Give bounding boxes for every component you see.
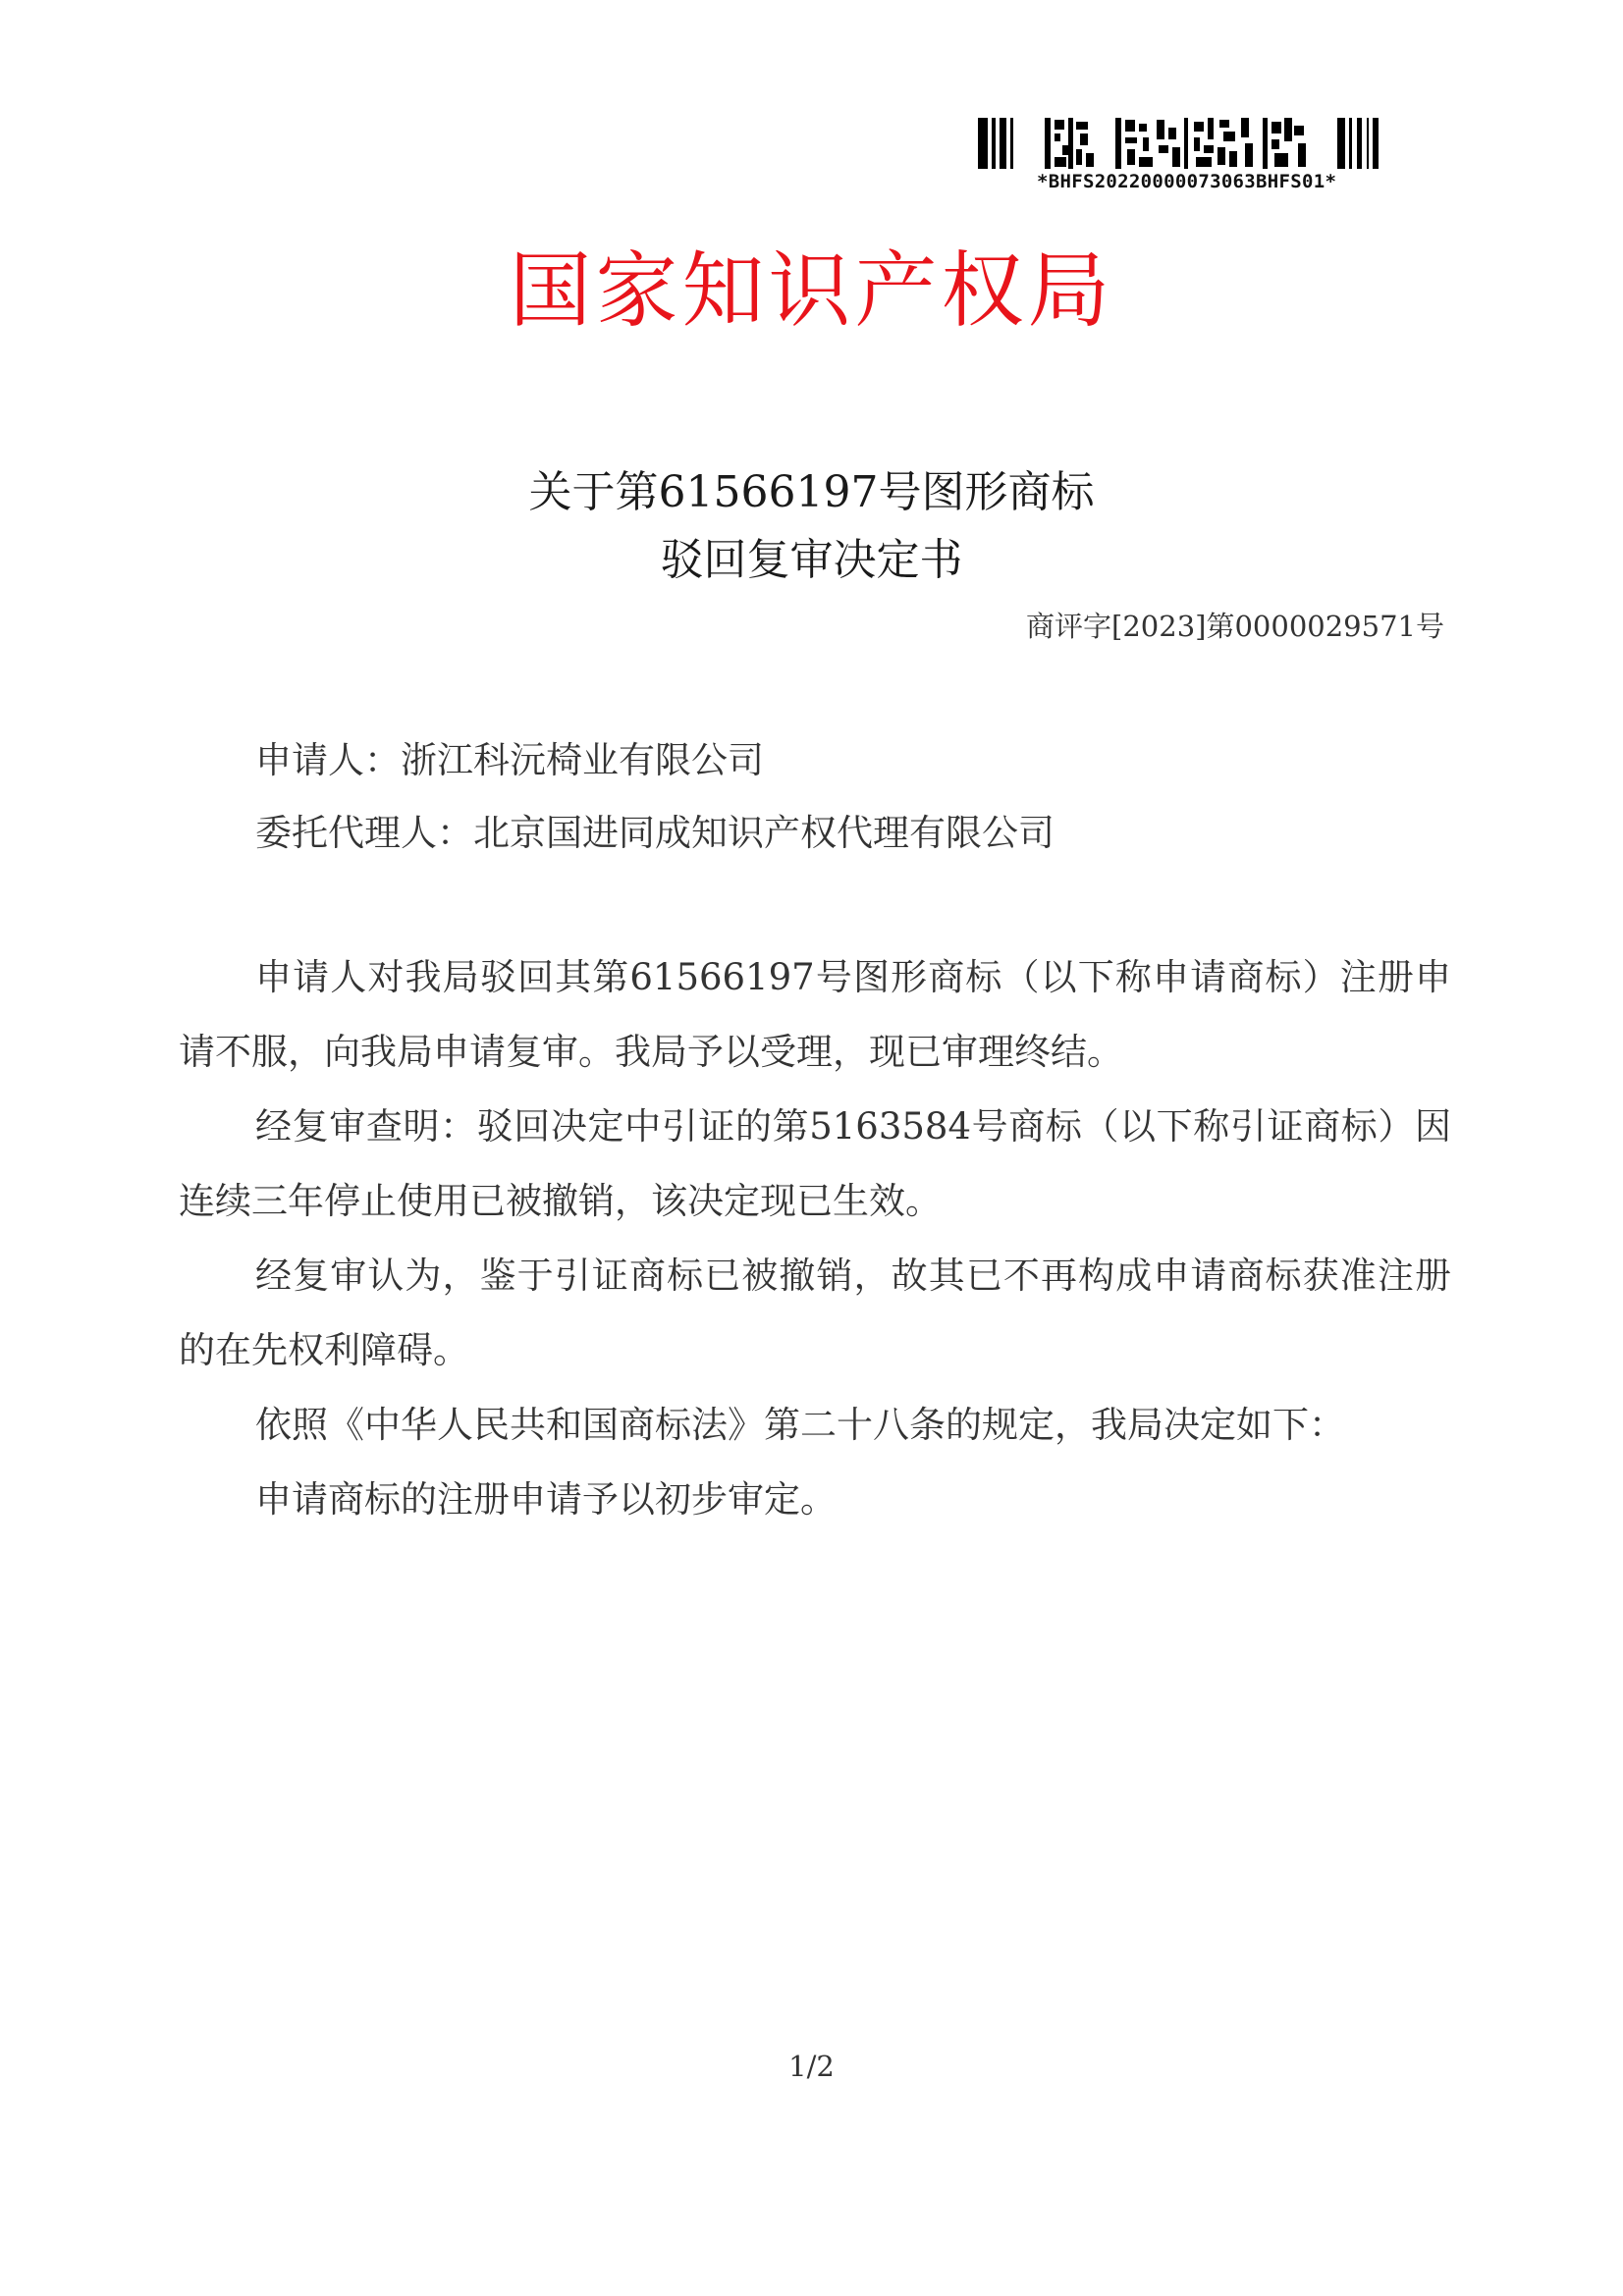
applicant-line: 申请人：浙江科沅椅业有限公司 xyxy=(255,739,764,781)
document-number: 商评字[2023]第0000029571号 xyxy=(1026,610,1444,643)
barcode-text: *BHFS20220000073063BHFS01* xyxy=(1037,171,1337,192)
agent-line: 委托代理人：北京国进同成知识产权代理有限公司 xyxy=(255,812,1055,854)
body-paragraph: 经复审认为，鉴于引证商标已被撤销，故其已不再构成申请商标获准注册的在先权利障碍。 xyxy=(179,1255,1451,1371)
document-barcode xyxy=(978,118,1390,196)
agency-name: 国家知识产权局 xyxy=(509,242,1114,339)
barcode-image xyxy=(978,118,1382,169)
document-title-line2: 驳回复审决定书 xyxy=(660,535,963,585)
document-title-line1: 关于第61566197号图形商标 xyxy=(528,467,1095,517)
decision-body xyxy=(179,940,1451,1537)
page-number: 1/2 xyxy=(788,2050,835,2083)
body-paragraph: 申请商标的注册申请予以初步审定。 xyxy=(255,1478,837,1521)
body-paragraph: 经复审查明：驳回决定中引证的第5163584号商标（以下称引证商标）因连续三年停止使用已被撤销，该决定现已生效。 xyxy=(179,1105,1451,1222)
body-paragraph: 依照《中华人民共和国商标法》第二十八条的规定，我局决定如下： xyxy=(255,1404,1345,1446)
body-paragraph: 申请人对我局驳回其第61566197号图形商标（以下称申请商标）注册申请不服，向我局申请复审。我局予以受理，现已审理终结。 xyxy=(179,956,1451,1073)
